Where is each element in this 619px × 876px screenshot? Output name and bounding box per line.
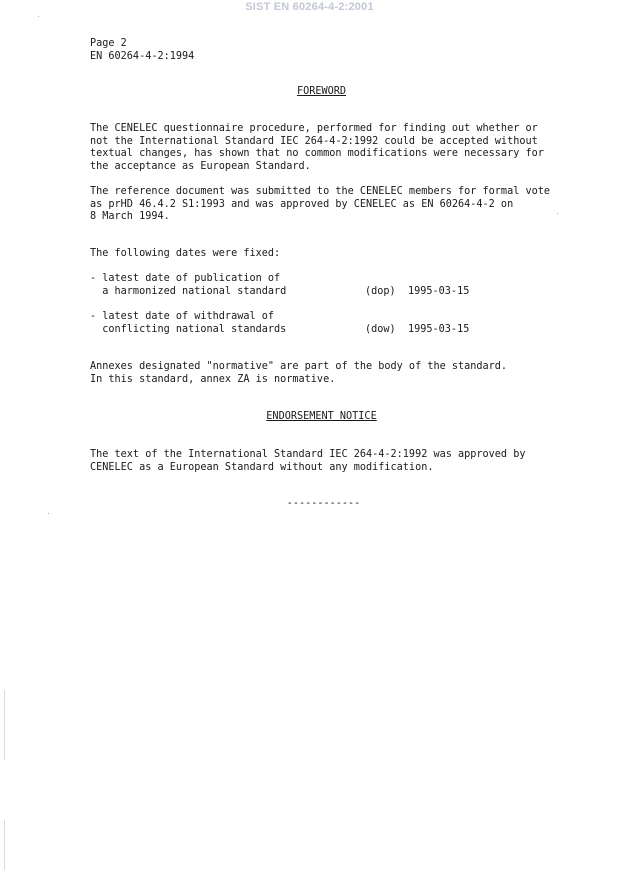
text-line: the acceptance as European Standard. — [90, 160, 311, 172]
foreword-paragraph-1 — [90, 123, 544, 173]
document-number: EN 60264-4-2:1994 — [90, 50, 195, 62]
text-line: not the International Standard IEC 264-4-2:1992 could be accepted without — [90, 135, 538, 147]
endorsement-text — [90, 449, 525, 474]
scan-speck — [38, 16, 39, 17]
annex-note — [90, 361, 507, 386]
date-item-label: conflicting national standards — [90, 323, 287, 335]
scan-speck — [48, 513, 49, 514]
date-item-dow — [90, 311, 470, 336]
scan-speck — [557, 213, 558, 214]
date-item-label: a harmonized national standard — [90, 285, 287, 297]
text-line: CENELEC as a European Standard without any modification. — [90, 461, 434, 473]
text-line: In this standard, annex ZA is normative. — [90, 373, 336, 385]
dates-intro: The following dates were fixed: — [90, 248, 281, 259]
date-code: (dop) — [365, 285, 396, 297]
watermark: SIST EN 60264-4-2:2001 — [245, 1, 374, 13]
date-item-dop — [90, 273, 470, 298]
text-line: 8 March 1994. — [90, 211, 170, 223]
text-line: The reference document was submitted to the CENELEC members for formal vote — [90, 186, 551, 197]
date-item-line: - latest date of publication of — [90, 273, 281, 284]
endorsement-heading: ENDORSEMENT NOTICE — [266, 411, 377, 422]
foreword-heading: FOREWORD — [296, 86, 347, 97]
foreword-paragraph-2 — [90, 186, 550, 224]
date-code: (dow) — [365, 323, 396, 335]
date-value: 1995-03-15 — [408, 323, 470, 335]
date-item-line: - latest date of withdrawal of — [90, 311, 275, 322]
text-line: Annexes designated "normative" are part of the body of the standard. — [90, 361, 508, 372]
text-line: as prHD 46.4.2 S1:1993 and was approved by CENELEC as EN 60264-4-2 on — [90, 198, 514, 210]
text-line: The CENELEC questionnaire procedure, performed for finding out whether or — [90, 123, 538, 134]
text-line: textual changes, has shown that no common modifications were necessary for — [90, 148, 544, 160]
scan-artifact — [4, 820, 5, 870]
date-value: 1995-03-15 — [408, 285, 470, 297]
date-item-line — [90, 323, 470, 337]
end-divider: ------------ — [286, 498, 361, 509]
date-item-line — [90, 285, 470, 299]
text-line: The text of the International Standard IEC 264-4-2:1992 was approved by — [90, 449, 526, 460]
page-header — [90, 38, 194, 63]
scan-artifact — [4, 690, 5, 760]
page-number: Page 2 — [90, 38, 127, 49]
